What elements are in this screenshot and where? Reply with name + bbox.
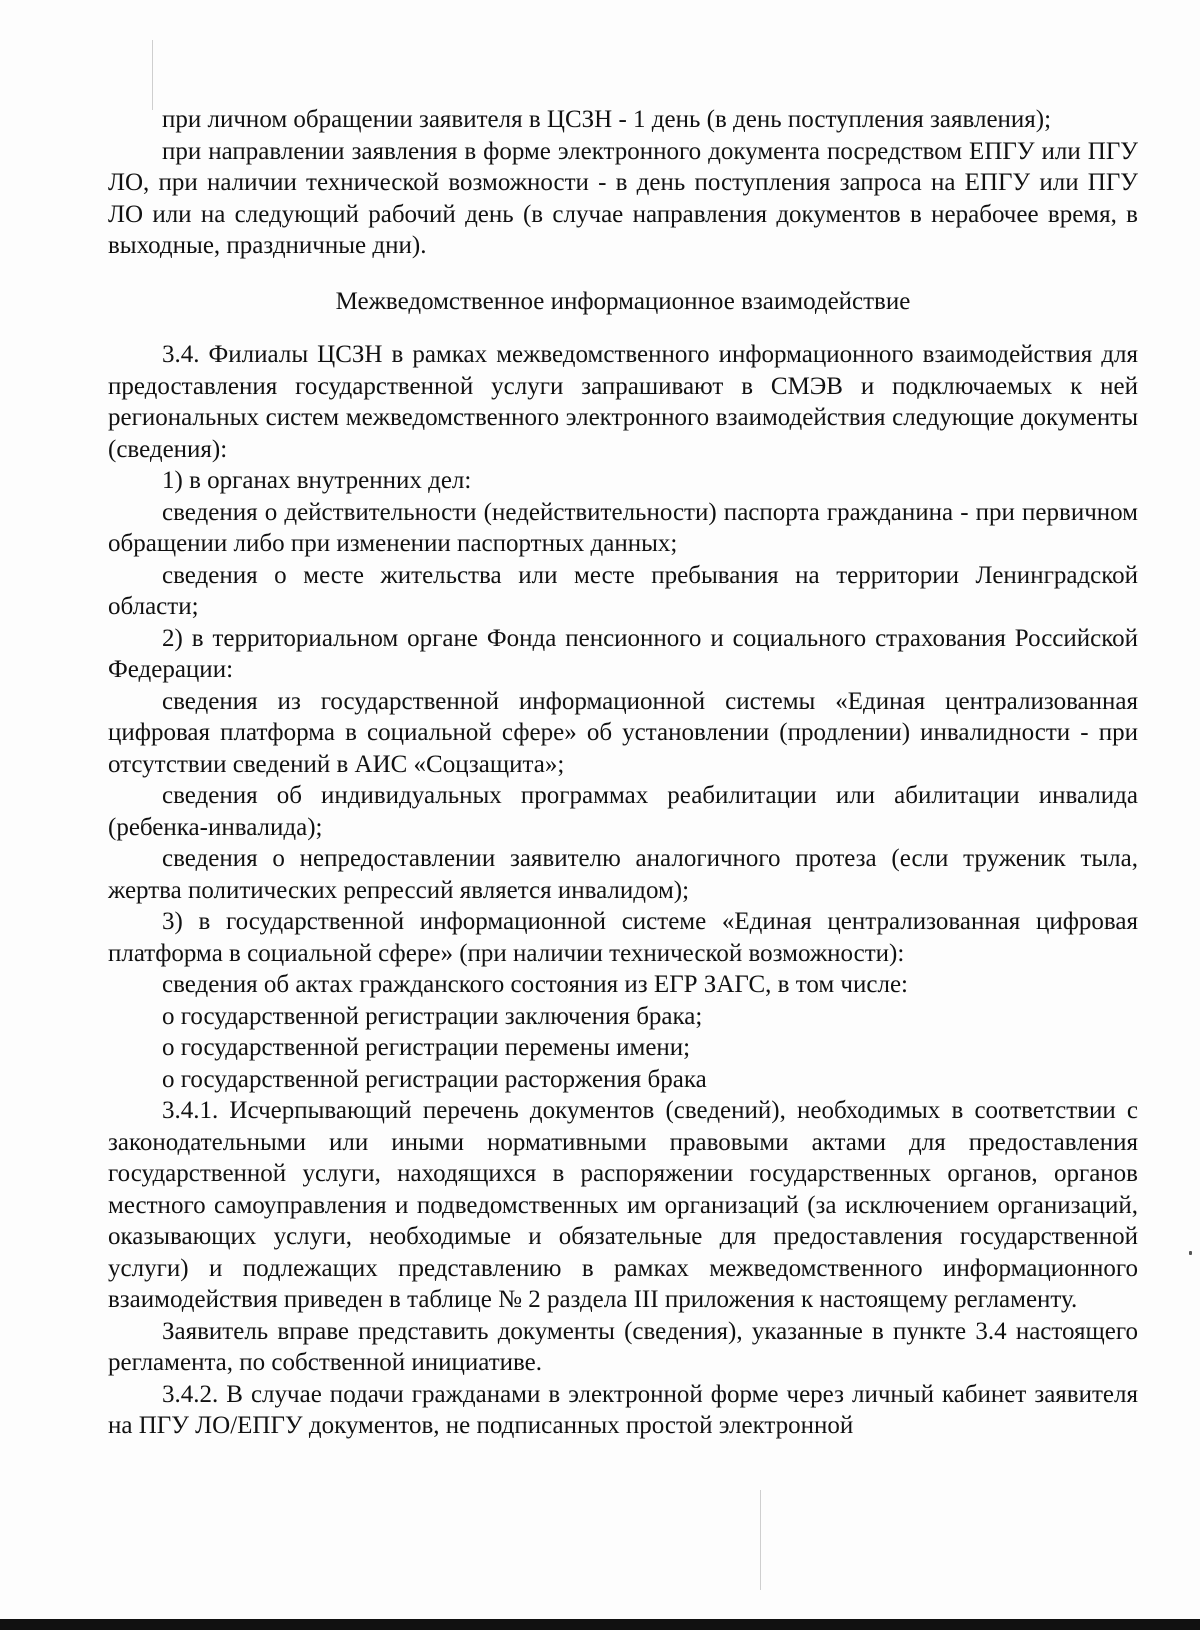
list-item: сведения об актах гражданского состояния из ЕГР ЗАГС, в том числе: [162, 971, 908, 998]
list-item: сведения о месте жительства или месте пребывания на территории Ленинградской области; [108, 561, 1138, 620]
list-item: 3) в государственной информационной системе «Единая централизованная цифровая платформа в социальной сфере» (при наличии технической возможности): [108, 908, 1138, 967]
paragraph: Заявитель вправе представить документы (сведения), указанные в пункте 3.4 настоящего регламента, по собственной инициативе. [108, 1317, 1138, 1376]
paragraph-3-4: 3.4. Филиалы ЦСЗН в рамках межведомственного информационного взаимодействия для предоставления государственной услуги запрашивают в СМЭВ и подключаемых к ней региональных систем межведомственного электронного взаимодействия следующие документы (сведения): [108, 341, 1138, 463]
scan-artifact-line [152, 40, 153, 110]
list-item: 2) в территориальном органе Фонда пенсионного и социального страхования Российской Федерации: [108, 624, 1138, 683]
paragraph-3-4-1: 3.4.1. Исчерпывающий перечень документов (сведений), необходимых в соответствии с законодательными или иными нормативными правовыми актами для предоставления государственной услуги, находящихся в распоряжении государственных органов, органов местного самоуправления и подведомственных им организаций (за исключением организаций, оказывающих услуги, необходимые и обязательные для предоставления государственной услуги) и подлежащих представлению в рамках межведомственного информационного взаимодействия приведен в таблице № 2 раздела III приложения к настоящему регламенту. [108, 1097, 1138, 1313]
paragraph: при личном обращении заявителя в ЦСЗН - 1 день (в день поступления заявления); [162, 106, 1052, 133]
list-item: 1) в органах внутренних дел: [162, 467, 472, 494]
list-item: сведения об индивидуальных программах реабилитации или абилитации инвалида (ребенка-инвалида); [108, 782, 1138, 841]
scan-artifact-dot [1189, 1251, 1192, 1255]
list-item: о государственной регистрации расторжения брака [162, 1065, 707, 1093]
section-heading: Межведомственное информационное взаимодействие [335, 287, 911, 315]
list-item: сведения о непредоставлении заявителю аналогичного протеза (если труженик тыла, жертва политических репрессий является инвалидом); [108, 845, 1138, 904]
scan-bottom-edge [0, 1619, 1200, 1630]
document-body [108, 104, 1138, 1442]
list-item: сведения из государственной информационной системы «Единая централизованная цифровая платформа в социальной сфере» об установлении (продлении) инвалидности - при отсутствии сведений в АИС «Соцзащита»; [108, 687, 1138, 778]
scan-artifact-line [760, 1490, 761, 1590]
paragraph-3-4-2: 3.4.2. В случае подачи гражданами в электронной форме через личный кабинет заявителя на ПГУ ЛО/ЕПГУ документов, не подписанных простой электронной [108, 1380, 1138, 1439]
list-item: о государственной регистрации заключения брака; [162, 1002, 703, 1030]
list-item: сведения о действительности (недействительности) паспорта гражданина - при первичном обращении либо при изменении паспортных данных; [108, 498, 1138, 557]
list-item: о государственной регистрации перемены имени; [162, 1034, 691, 1061]
paragraph: при направлении заявления в форме электронного документа посредством ЕПГУ или ПГУ ЛО, при наличии технической возможности - в день поступления запроса на ЕПГУ или ПГУ ЛО или на следующий рабочий день (в случае направления документов в нерабочее время, в выходные, праздничные дни). [108, 137, 1138, 259]
